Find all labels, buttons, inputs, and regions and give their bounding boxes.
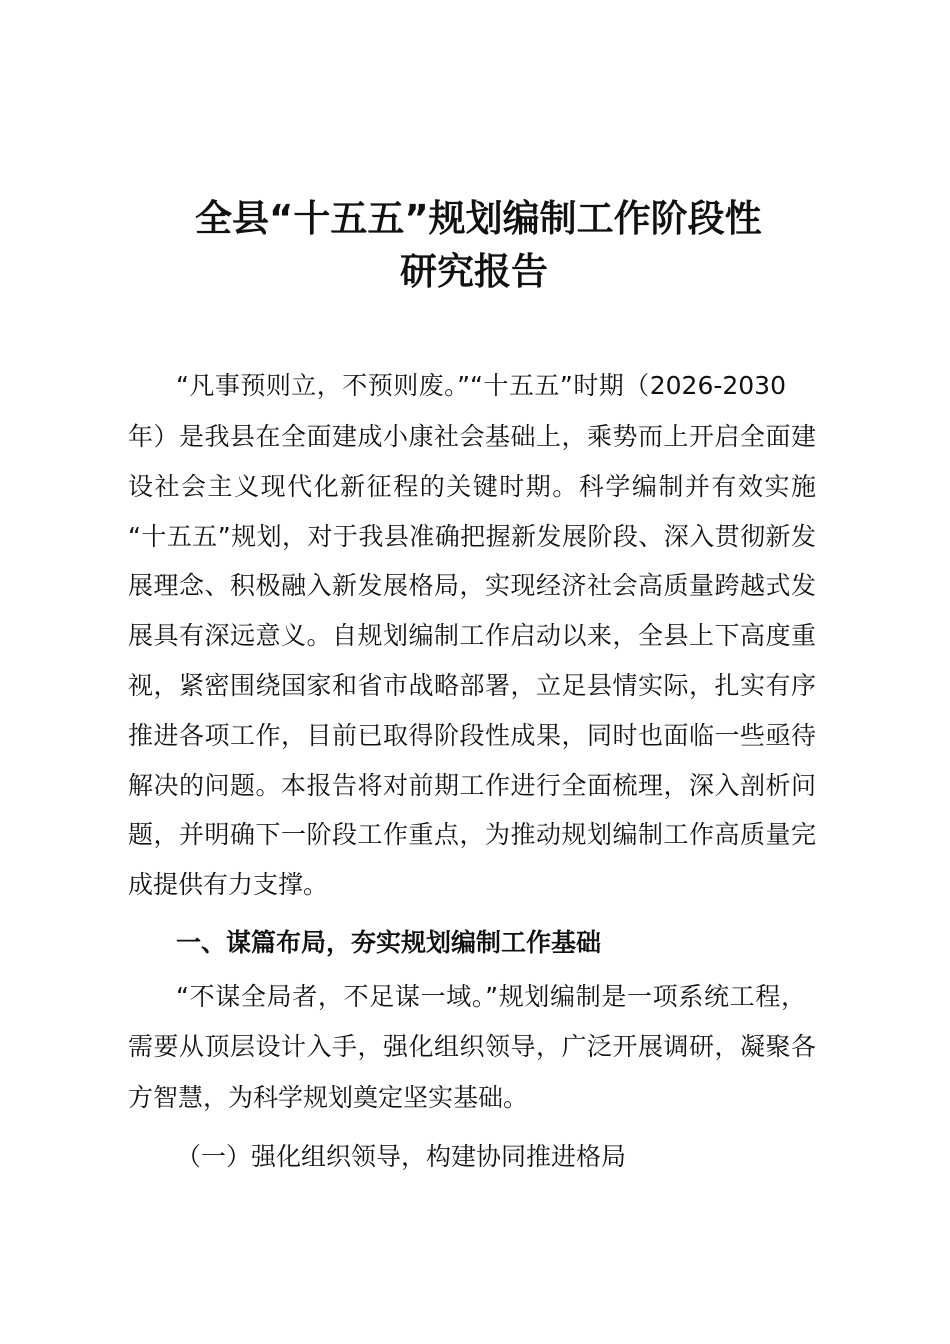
text-line: 视，紧密围绕国家和省市战略部署，立足县情实际，扎实有序 bbox=[128, 671, 816, 700]
text-line: 方智慧，为科学规划奠定坚实基础。 bbox=[128, 1083, 529, 1112]
section-heading: 一、谋篇布局，夯实规划编制工作基础 bbox=[176, 928, 602, 957]
text-line: “不谋全局者，不足谋一域。”规划编制是一项系统工程， bbox=[176, 982, 806, 1011]
text-line: 需要从顶层设计入手，强化组织领导，广泛开展调研，凝聚各 bbox=[128, 1032, 816, 1061]
text-line: 展具有深远意义。自规划编制工作启动以来，全县上下高度重 bbox=[128, 621, 816, 650]
document-title-line-2: 研究报告 bbox=[400, 250, 548, 293]
text-line: 设社会主义现代化新征程的关键时期。科学编制并有效实施 bbox=[128, 472, 816, 501]
text-line: 解决的问题。本报告将对前期工作进行全面梳理，深入剖析问 bbox=[128, 771, 816, 800]
text-line: 题，并明确下一阶段工作重点，为推动规划编制工作高质量完 bbox=[128, 820, 816, 849]
text-line: “十五五”规划，对于我县准确把握新发展阶段、深入贯彻新发 bbox=[128, 522, 816, 551]
text-line: 推进各项工作，目前已取得阶段性成果，同时也面临一些亟待 bbox=[128, 721, 816, 750]
text-line: “凡事预则立，不预则废。”“十五五”时期（2026-2030 bbox=[176, 371, 786, 400]
text-line: 成提供有力支撑。 bbox=[128, 870, 329, 899]
text-line: 展理念、积极融入新发展格局，实现经济社会高质量跨越式发 bbox=[128, 571, 816, 600]
subsection-heading: （一）强化组织领导，构建协同推进格局 bbox=[176, 1142, 627, 1171]
text-line: 年）是我县在全面建成小康社会基础上，乘势而上开启全面建 bbox=[128, 422, 816, 451]
document-title-line-1: 全县“十五五”规划编制工作阶段性 bbox=[195, 197, 762, 240]
